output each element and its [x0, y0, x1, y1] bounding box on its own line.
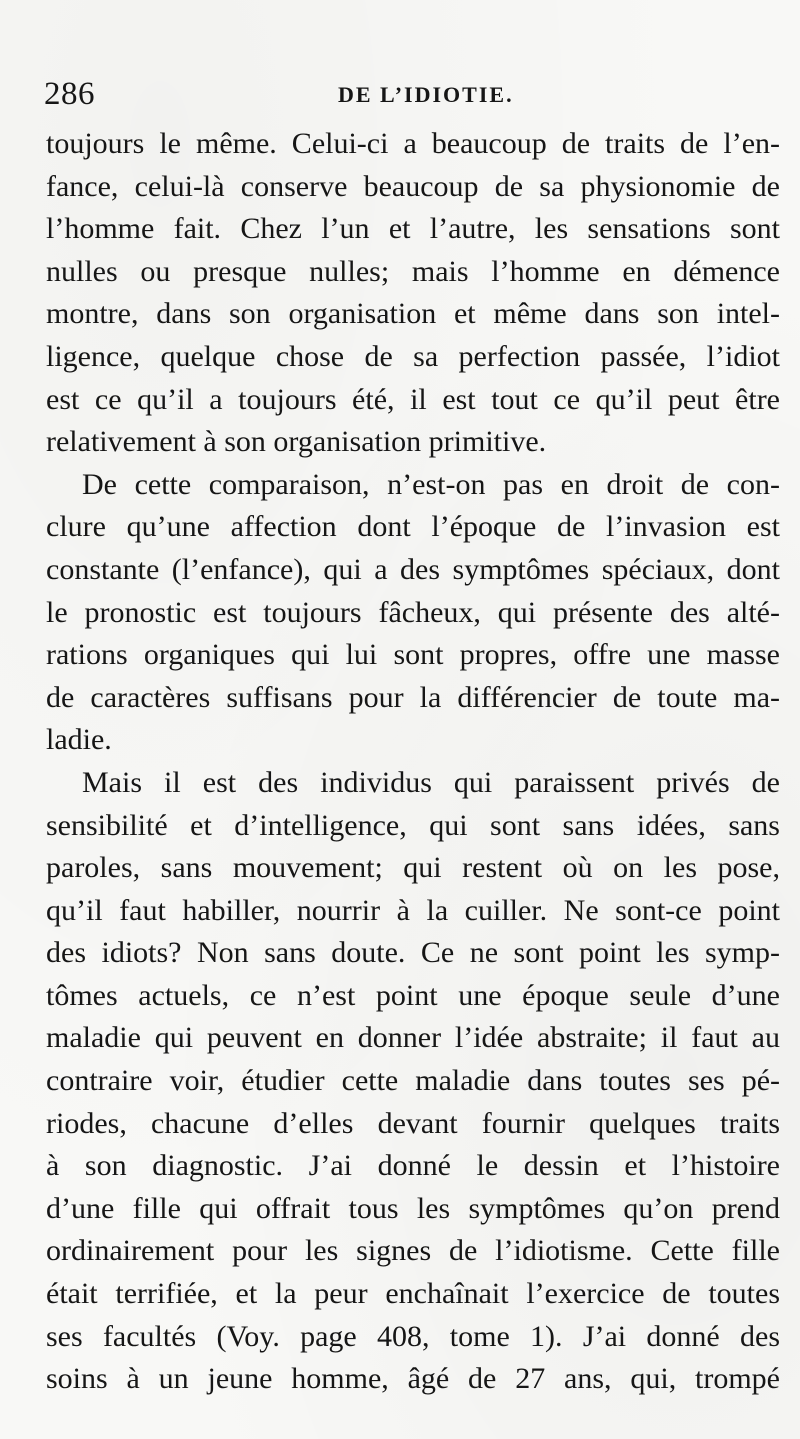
running-title: DE L’IDIOTIE. [338, 82, 514, 107]
text-line: ordinairement pour les signes de l’idiotisme. Cette fille [46, 1234, 780, 1268]
text-line: paroles, sans mouvement; qui restent où on les pose, [46, 851, 780, 885]
text-line: était terrifiée, et la peur enchaînait l’exercice de toutes [46, 1277, 780, 1311]
text-line: montre, dans son organisation et même dans son intel- [46, 297, 780, 331]
text-line: constante (l’enfance), qui a des symptômes spéciaux, dont [46, 552, 780, 586]
text-line: contraire voir, étudier cette maladie dans toutes ses pé- [46, 1064, 780, 1098]
page-header [44, 74, 780, 114]
text-line: nulles ou presque nulles; mais l’homme en démence [46, 254, 780, 288]
text-line: ses facultés (Voy. page 408, tome 1). J’ai donné des [46, 1319, 780, 1353]
text-line: rations organiques qui lui sont propres, offre une masse [46, 638, 780, 672]
text-line: qu’il faut habiller, nourrir à la cuiller. Ne sont-ce point [46, 893, 780, 927]
text-line: le pronostic est toujours fâcheux, qui présente des alté- [46, 595, 780, 629]
text-line: fance, celui-là conserve beaucoup de sa physionomie de [46, 169, 780, 203]
text-line: à son diagnostic. J’ai donné le dessin et l’histoire [46, 1149, 780, 1183]
text-line: Mais il est des individus qui paraissent privés de [82, 765, 780, 799]
text-line: maladie qui peuvent en donner l’idée abstraite; il faut au [46, 1021, 780, 1055]
text-line: De cette comparaison, n’est-on pas en droit de con- [82, 467, 780, 501]
text-line: clure qu’une affection dont l’époque de l’invasion est [46, 510, 780, 544]
text-line: de caractères suffisans pour la différencier de toute ma- [46, 680, 780, 714]
text-line: l’homme fait. Chez l’un et l’autre, les sensations sont [46, 212, 780, 246]
text-line: ligence, quelque chose de sa perfection passée, l’idiot [46, 339, 780, 373]
page-number: 286 [44, 76, 95, 112]
text-line: des idiots? Non sans doute. Ce ne sont point les symp- [46, 936, 780, 970]
text-line: d’une fille qui offrait tous les symptômes qu’on prend [46, 1191, 780, 1225]
text-line: relativement à son organisation primitive. [46, 425, 547, 459]
body-text [46, 123, 780, 1401]
text-line: est ce qu’il a toujours été, il est tout ce qu’il peut être [46, 382, 780, 416]
text-line: tômes actuels, ce n’est point une époque seule d’une [46, 978, 780, 1012]
text-line: toujours le même. Celui-ci a beaucoup de traits de l’en- [46, 127, 780, 160]
text-line: soins à un jeune homme, âgé de 27 ans, qui, trompé [46, 1362, 780, 1396]
text-line: ladie. [46, 723, 112, 757]
text-line: riodes, chacune d’elles devant fournir quelques traits [46, 1106, 780, 1140]
text-line: sensibilité et d’intelligence, qui sont sans idées, sans [46, 808, 780, 842]
